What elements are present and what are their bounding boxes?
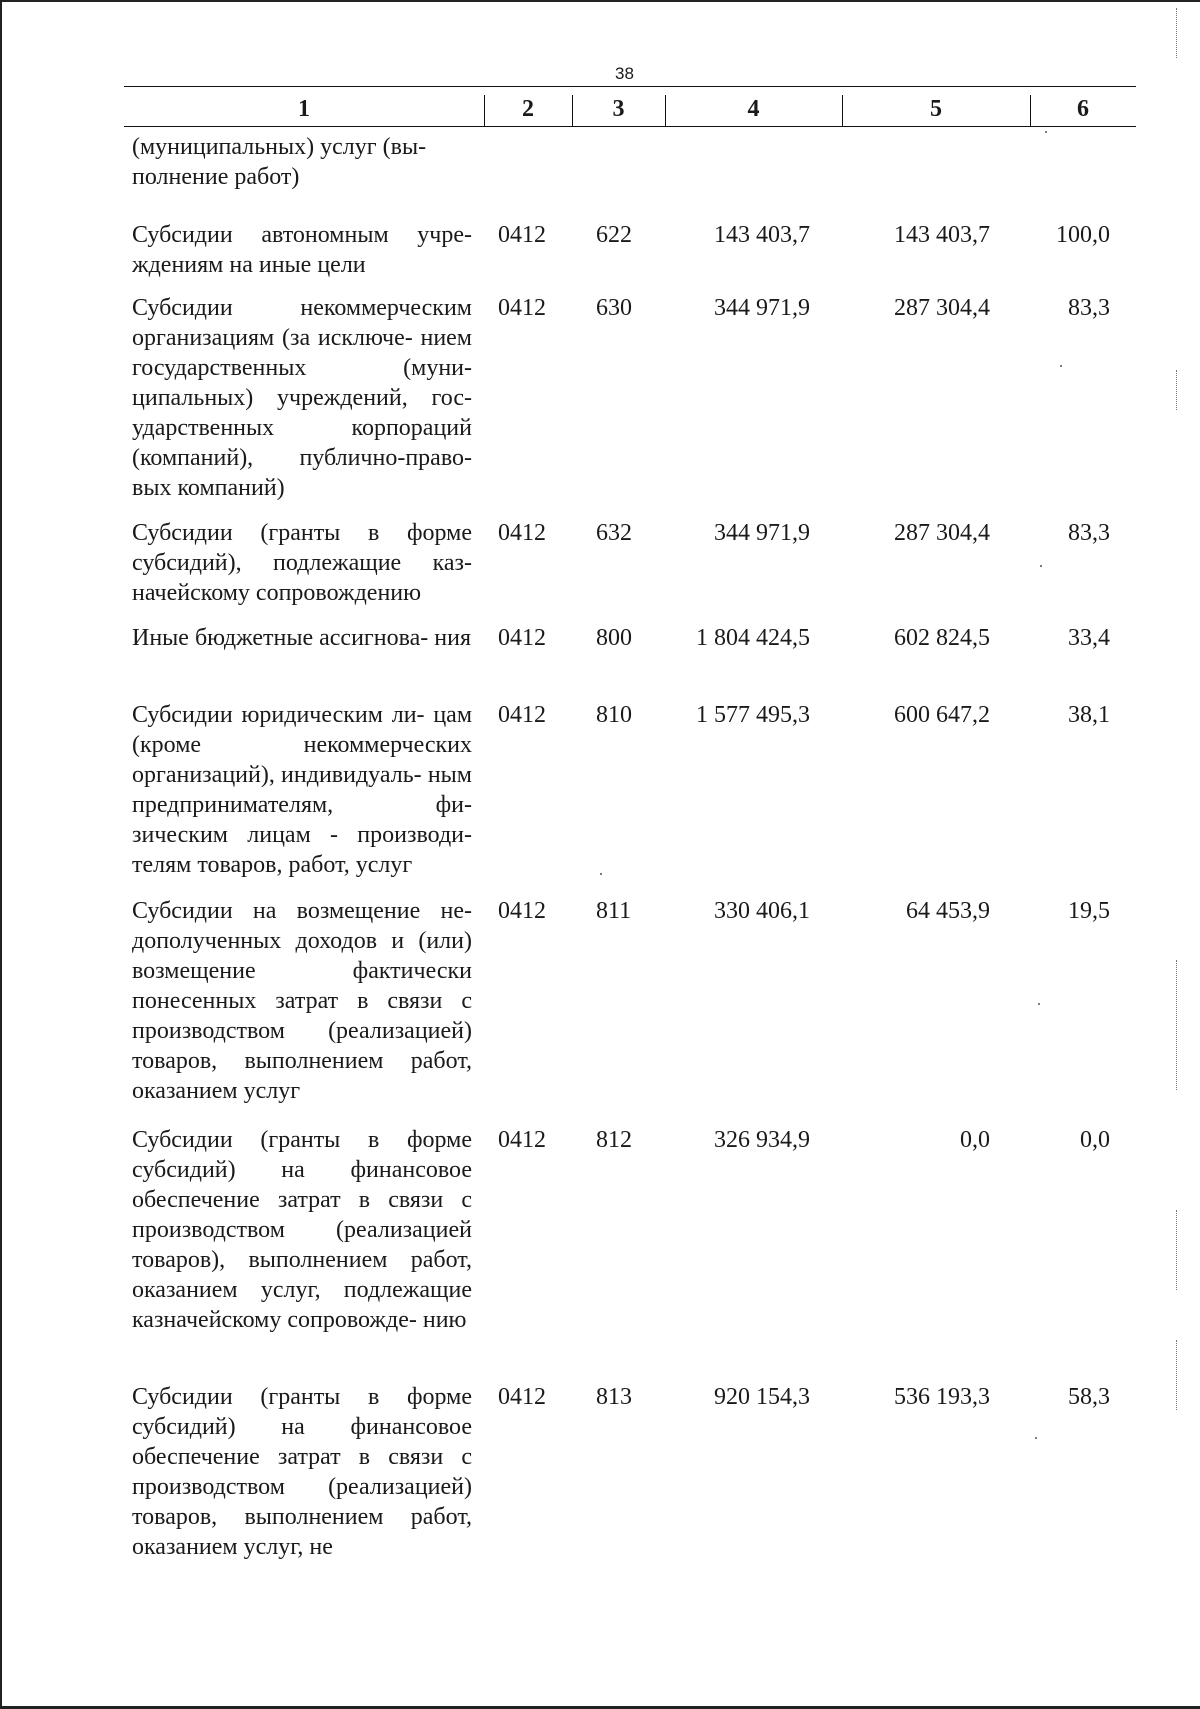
row-percent: 83,3 [1068,295,1110,321]
row-executed: 287 304,4 [894,295,990,321]
row-expense-type: 622 [596,222,632,248]
column-header-1: 1 [298,96,310,122]
column-header-4: 4 [747,96,760,122]
row-planned: 326 934,9 [714,1127,810,1153]
scan-speck [1040,565,1042,567]
row-planned: 1 804 424,5 [696,625,810,651]
row-planned: 344 971,9 [714,520,810,546]
row-expense-type: 630 [596,295,632,321]
row-description: Субсидии автономным учре- ждениям на иные цели [132,222,472,278]
row-description: Субсидии (гранты в форме субсидий), подлежащие каз- начейскому сопровождению [132,520,472,606]
row-executed: 64 453,9 [906,898,990,924]
row-planned: 1 577 495,3 [696,702,810,728]
row-section-code: 0412 [498,1127,546,1153]
header-bottom-rule [124,126,1136,127]
row-executed: 143 403,7 [894,222,990,248]
scan-speck [1060,365,1062,367]
page-number: 38 [615,64,634,83]
row-description: Субсидии на возмещение не- дополученных доходов и (или) возмещение фактически понесенных затрат в связи с производством (реализацией) товаров, выполнением работ, оказанием услуг [132,898,472,1104]
row-section-code: 0412 [498,1384,546,1410]
row-percent: 38,1 [1068,702,1110,728]
row-executed: 600 647,2 [894,702,990,728]
scan-speck [600,873,602,875]
row-percent: 83,3 [1068,520,1110,546]
row-percent: 58,3 [1068,1384,1110,1410]
row-description: Субсидии некоммерческим организациям (за исключе- нием государственных (муни- ципальных) учреждений, гос- ударственных корпораций (компаний), публично-право- вых компаний) [132,295,472,501]
row-section-code: 0412 [498,295,546,321]
row-percent: 33,4 [1068,625,1110,651]
row-expense-type: 810 [596,702,632,728]
row-expense-type: 632 [596,520,632,546]
row-section-code: 0412 [498,702,546,728]
row-section-code: 0412 [498,625,546,651]
scan-border-left [0,0,2,1709]
row-expense-type: 800 [596,625,632,651]
row-section-code: 0412 [498,898,546,924]
row-percent: 19,5 [1068,898,1110,924]
margin-speckle [1176,1340,1178,1410]
margin-speckle [1176,1210,1178,1290]
margin-speckle [1176,960,1178,1090]
row-expense-type: 811 [596,898,632,924]
row-description: Иные бюджетные ассигнова- ния [132,625,471,651]
row-planned: 330 406,1 [714,898,810,924]
row-description: Субсидии (гранты в форме субсидий) на финансовое обеспечение затрат в связи с производством (реализацией) товаров, выполнением работ, оказанием услуг, не [132,1384,472,1560]
row-executed: 536 193,3 [894,1384,990,1410]
row-section-code: 0412 [498,222,546,248]
row-expense-type: 813 [596,1384,632,1410]
header-top-rule [124,86,1136,87]
row-executed: 602 824,5 [894,625,990,651]
row-planned: 344 971,9 [714,295,810,321]
row-executed: 0,0 [960,1127,990,1153]
margin-speckle [1176,370,1178,410]
row-planned: 920 154,3 [714,1384,810,1410]
margin-speckle [1176,8,1178,58]
row-percent: 0,0 [1080,1127,1110,1153]
column-header-2: 2 [522,96,534,122]
scan-speck [1038,1003,1040,1005]
scan-speck [1035,1437,1037,1439]
row-executed: 287 304,4 [894,520,990,546]
row-percent: 100,0 [1056,222,1110,248]
column-header-5: 5 [930,96,942,122]
column-header-3: 3 [612,96,625,122]
scan-border-top [0,0,1200,2]
row-description: Субсидии (гранты в форме субсидий) на финансовое обеспечение затрат в связи с производством (реализацией товаров), выполнением работ, оказанием услуг, подлежащие казначейскому сопровожде- нию [132,1127,472,1333]
row-expense-type: 812 [596,1127,632,1153]
row-section-code: 0412 [498,520,546,546]
row-planned: 143 403,7 [714,222,810,248]
row-description: Субсидии юридическим ли- цам (кроме некоммерческих организаций), индивидуаль- ным предпринимателям, фи- зическим лицам - производи- телям товаров, работ, услуг [132,702,472,878]
scan-speck [1045,131,1047,133]
row-description: (муниципальных) услуг (вы- полнение работ) [132,134,427,190]
column-header-6: 6 [1077,96,1089,122]
